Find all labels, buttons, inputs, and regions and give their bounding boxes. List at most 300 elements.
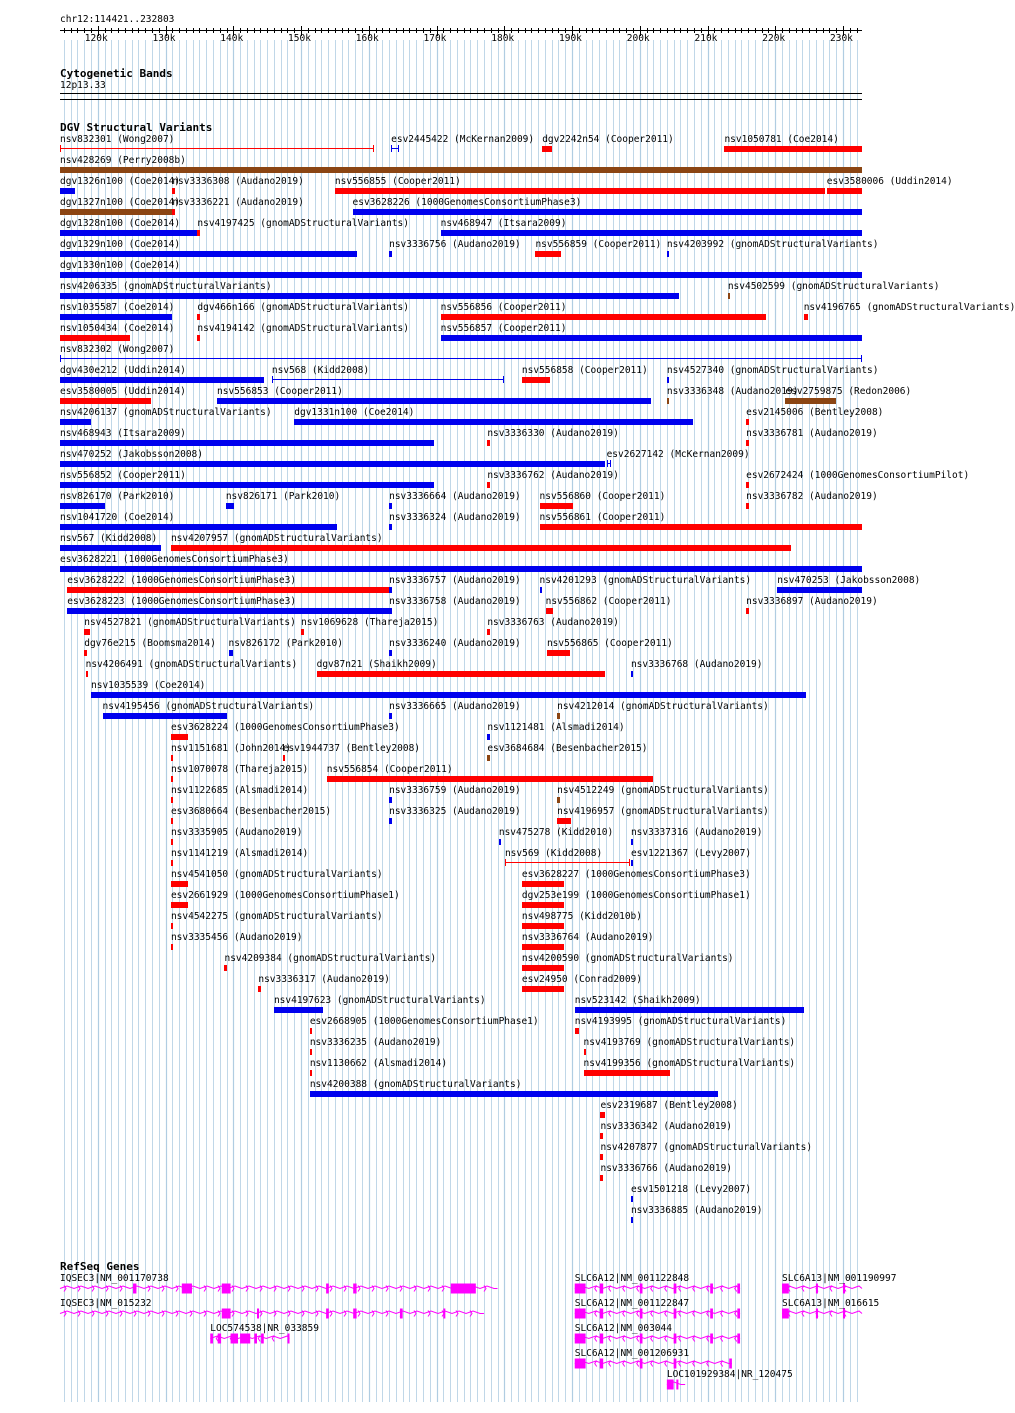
variant-label[interactable]: dgv1328n100 (Coe2014): [60, 218, 181, 229]
variant-bar[interactable]: [584, 1049, 587, 1055]
variant-label[interactable]: nsv470252 (Jakobsson2008): [60, 449, 203, 460]
variant-bar[interactable]: [103, 713, 227, 719]
variant-label[interactable]: nsv4209384 (gnomADStructuralVariants): [224, 953, 437, 964]
variant-label[interactable]: nsv556857 (Cooper2011): [440, 323, 567, 334]
variant-label[interactable]: nsv470253 (Jakobsson2008): [777, 575, 921, 586]
variant-label[interactable]: nsv4201293 (gnomADStructuralVariants): [539, 575, 752, 586]
variant-bar[interactable]: [310, 1028, 313, 1034]
variant-label[interactable]: nsv3336781 (Audano2019): [746, 428, 878, 439]
variant-bar[interactable]: [557, 713, 560, 719]
variant-label[interactable]: nsv556862 (Cooper2011): [545, 596, 672, 607]
variant-bar[interactable]: [60, 461, 605, 467]
variant-label[interactable]: nsv523142 (Shaikh2009): [574, 995, 701, 1006]
variant-label[interactable]: nsv556865 (Cooper2011): [546, 638, 673, 649]
variant-endcap: [610, 460, 611, 467]
variant-label[interactable]: nsv556856 (Cooper2011): [440, 302, 567, 313]
variant-label[interactable]: esv3628221 (1000GenomesConsortiumPhase3): [60, 554, 289, 565]
variant-bar[interactable]: [171, 839, 174, 845]
variant-label[interactable]: nsv1141219 (Alsmadi2014): [170, 848, 309, 859]
variant-label[interactable]: nsv4207957 (gnomADStructuralVariants): [170, 533, 383, 544]
variant-label[interactable]: esv2759875 (Redon2006): [785, 386, 912, 397]
variant-label[interactable]: nsv4207877 (gnomADStructuralVariants): [600, 1142, 813, 1153]
variant-bar[interactable]: [777, 587, 862, 593]
gene-label[interactable]: SLC6A12|NM_001206931: [574, 1348, 690, 1359]
variant-label[interactable]: nsv4200388 (gnomADStructuralVariants): [309, 1079, 522, 1090]
gene-exon: [600, 1309, 603, 1319]
variant-bar[interactable]: [667, 377, 670, 383]
variant-label[interactable]: nsv3336324 (Audano2019): [389, 512, 521, 523]
variant-label[interactable]: nsv1035587 (Coe2014): [60, 302, 175, 313]
variant-label[interactable]: nsv556860 (Cooper2011): [539, 491, 666, 502]
variant-label[interactable]: nsv569 (Kidd2008): [504, 848, 603, 859]
gene-exon: [737, 1309, 740, 1319]
ruler-tick-label: 180k: [491, 33, 515, 44]
variant-bar[interactable]: [171, 797, 174, 803]
variant-bar[interactable]: [487, 734, 490, 740]
variant-bar[interactable]: [804, 314, 809, 320]
variant-bar[interactable]: [724, 146, 862, 152]
variant-label[interactable]: nsv3336759 (Audano2019): [389, 785, 521, 796]
variant-bar[interactable]: [60, 251, 357, 257]
variant-bar[interactable]: [600, 1175, 603, 1181]
gene-exon: [843, 1309, 845, 1319]
variant-label[interactable]: nsv826172 (Park2010): [228, 638, 343, 649]
variant-label[interactable]: dgv1327n100 (Coe2014): [60, 197, 181, 208]
variant-bar[interactable]: [172, 188, 175, 194]
gene-exon: [575, 1284, 586, 1294]
variant-label[interactable]: nsv3336768 (Audano2019): [630, 659, 763, 670]
variant-bar[interactable]: [487, 440, 490, 446]
variant-label[interactable]: nsv567 (Kidd2008): [60, 533, 158, 544]
variant-label[interactable]: nsv4527821 (gnomADStructuralVariants): [84, 617, 296, 628]
variant-bar[interactable]: [60, 524, 337, 530]
variant-endcap: [391, 145, 392, 152]
variant-label[interactable]: dgv87n21 (Shaikh2009): [316, 659, 437, 670]
variant-bar[interactable]: [389, 251, 392, 257]
variant-bar[interactable]: [60, 566, 862, 572]
variant-bar[interactable]: [389, 503, 392, 509]
variant-bar[interactable]: [487, 482, 490, 488]
variant-label[interactable]: nsv4527340 (gnomADStructuralVariants): [666, 365, 879, 376]
variant-label[interactable]: nsv468943 (Itsara2009): [60, 428, 186, 439]
variant-label[interactable]: nsv568 (Kidd2008): [271, 365, 370, 376]
gene-exon: [600, 1284, 603, 1294]
variant-label[interactable]: nsv4212014 (gnomADStructuralVariants): [557, 701, 769, 712]
dgv-track-title: DGV Structural Variants: [60, 121, 213, 134]
variant-label[interactable]: nsv4193769 (gnomADStructuralVariants): [583, 1037, 796, 1048]
variant-bar[interactable]: [600, 1112, 605, 1118]
variant-label[interactable]: dgv2242n54 (Cooper2011): [542, 134, 674, 145]
variant-bar[interactable]: [171, 776, 174, 782]
variant-label[interactable]: nsv1122685 (Alsmadi2014): [170, 785, 309, 796]
variant-bar[interactable]: [171, 923, 174, 929]
variant-bar[interactable]: [522, 986, 564, 992]
variant-label[interactable]: nsv3336757 (Audano2019): [389, 575, 521, 586]
variant-label[interactable]: esv2672424 (1000GenomesConsortiumPilot): [746, 470, 970, 481]
variant-bar[interactable]: [389, 524, 392, 530]
variant-bar[interactable]: [522, 377, 550, 383]
variant-label[interactable]: nsv498775 (Kidd2010b): [521, 911, 642, 922]
variant-bar[interactable]: [171, 755, 174, 761]
variant-bar[interactable]: [301, 629, 304, 635]
variant-bar[interactable]: [171, 734, 188, 740]
variant-label[interactable]: nsv1035539 (Coe2014): [91, 680, 206, 691]
variant-bar[interactable]: [557, 797, 560, 803]
variant-label[interactable]: dgv253e199 (1000GenomesConsortiumPhase1): [521, 890, 751, 901]
variant-bar[interactable]: [746, 482, 749, 488]
variant-bar[interactable]: [557, 818, 571, 824]
variant-bar[interactable]: [327, 776, 654, 782]
variant-bar[interactable]: [171, 818, 174, 824]
variant-label[interactable]: nsv3336330 (Audano2019): [487, 428, 619, 439]
variant-label[interactable]: esv3580006 (Uddin2014): [826, 176, 953, 187]
variant-bar[interactable]: [389, 587, 392, 593]
gene-label[interactable]: SLC6A12|NM_001122848: [574, 1273, 690, 1284]
variant-label[interactable]: nsv4541050 (gnomADStructuralVariants): [170, 869, 383, 880]
variant-label[interactable]: nsv468947 (Itsara2009): [440, 218, 567, 229]
variant-label[interactable]: nsv832301 (Wong2007): [60, 134, 175, 145]
variant-bar[interactable]: [487, 629, 490, 635]
variant-label[interactable]: nsv826171 (Park2010): [225, 491, 341, 502]
variant-bar[interactable]: [575, 1028, 579, 1034]
variant-bar[interactable]: [522, 902, 564, 908]
variant-label[interactable]: nsv556853 (Cooper2011): [217, 386, 343, 397]
variant-bar[interactable]: [441, 335, 862, 341]
variant-label[interactable]: nsv3336240 (Audano2019): [389, 638, 521, 649]
variant-label[interactable]: nsv3335905 (Audano2019): [170, 827, 303, 838]
variant-bar[interactable]: [746, 440, 749, 446]
variant-label[interactable]: nsv556855 (Cooper2011): [334, 176, 461, 187]
variant-endcap: [861, 355, 862, 362]
variant-bar[interactable]: [60, 314, 172, 320]
variant-bar[interactable]: [171, 860, 174, 866]
variant-label[interactable]: nsv1121481 (Alsmadi2014): [487, 722, 625, 733]
variant-bar[interactable]: [746, 419, 749, 425]
variant-label[interactable]: esv1221367 (Levy2007): [630, 848, 752, 859]
variant-label[interactable]: nsv3336342 (Audano2019): [600, 1121, 733, 1132]
gene-models: [0, 1273, 890, 1413]
variant-line[interactable]: [272, 379, 504, 380]
variant-bar[interactable]: [499, 839, 502, 845]
variant-label[interactable]: esv1944737 (Bentley2008): [282, 743, 421, 754]
variant-bar[interactable]: [542, 146, 552, 152]
variant-line[interactable]: [60, 358, 862, 359]
variant-label[interactable]: esv3628224 (1000GenomesConsortiumPhase3): [170, 722, 400, 733]
variant-label[interactable]: nsv3336664 (Audano2019): [389, 491, 521, 502]
variant-bar[interactable]: [631, 839, 634, 845]
variant-bar[interactable]: [631, 1217, 634, 1223]
variant-bar[interactable]: [172, 209, 175, 215]
variant-label[interactable]: nsv4502599 (gnomADStructuralVariants): [727, 281, 940, 292]
variant-label[interactable]: nsv1069628 (Thareja2015): [301, 617, 439, 628]
variant-line[interactable]: [60, 148, 374, 149]
gene-label[interactable]: LOC574538|NR_033859: [210, 1323, 319, 1334]
variant-label[interactable]: nsv3336766 (Audano2019): [600, 1163, 733, 1174]
variant-label[interactable]: dgv430e212 (Uddin2014): [60, 365, 186, 376]
variant-bar[interactable]: [631, 1196, 634, 1202]
variant-label[interactable]: nsv3336325 (Audano2019): [389, 806, 521, 817]
variant-bar[interactable]: [785, 398, 835, 404]
variant-bar[interactable]: [441, 230, 862, 236]
variant-bar[interactable]: [310, 1070, 313, 1076]
gene-label[interactable]: LOC101929384|NR_120475: [666, 1369, 793, 1380]
variant-label[interactable]: nsv3336764 (Audano2019): [521, 932, 654, 943]
variant-bar[interactable]: [258, 986, 261, 992]
variant-bar[interactable]: [197, 335, 200, 341]
variant-label[interactable]: nsv3336221 (Audano2019): [172, 197, 304, 208]
variant-label[interactable]: nsv3336308 (Audano2019): [172, 176, 304, 187]
variant-label[interactable]: esv2627142 (McKernan2009): [606, 449, 750, 460]
variant-bar[interactable]: [535, 251, 560, 257]
variant-bar[interactable]: [171, 545, 791, 551]
variant-bar[interactable]: [335, 188, 825, 194]
variant-bar[interactable]: [631, 671, 634, 677]
variant-endcap: [629, 859, 630, 866]
variant-label[interactable]: nsv4206335 (gnomADStructuralVariants): [60, 281, 272, 292]
variant-label[interactable]: dgv1330n100 (Coe2014): [60, 260, 181, 271]
variant-label[interactable]: nsv475278 (Kidd2010): [498, 827, 614, 838]
variant-endcap: [505, 859, 506, 866]
variant-bar[interactable]: [60, 482, 434, 488]
variant-bar[interactable]: [746, 608, 749, 614]
variant-bar[interactable]: [84, 629, 89, 635]
variant-bar[interactable]: [86, 671, 89, 677]
variant-label[interactable]: nsv3336782 (Audano2019): [746, 491, 878, 502]
variant-label[interactable]: esv3684684 (Besenbacher2015): [487, 743, 648, 754]
variant-bar[interactable]: [522, 923, 564, 929]
variant-bar[interactable]: [631, 860, 634, 866]
variant-label[interactable]: nsv3337316 (Audano2019): [630, 827, 763, 838]
variant-bar[interactable]: [91, 692, 806, 698]
variant-bar[interactable]: [487, 755, 490, 761]
variant-label[interactable]: nsv3336762 (Audano2019): [487, 470, 619, 481]
variant-label[interactable]: nsv4196765 (gnomADStructuralVariants): [803, 302, 1015, 313]
variant-bar[interactable]: [389, 650, 392, 656]
variant-bar[interactable]: [60, 419, 91, 425]
gene-exon: [710, 1334, 713, 1344]
gene-exon: [133, 1284, 136, 1294]
gene-exon: [353, 1284, 356, 1294]
variant-label[interactable]: dgv1329n100 (Coe2014): [60, 239, 181, 250]
variant-bar[interactable]: [67, 587, 391, 593]
variant-bar[interactable]: [389, 797, 392, 803]
variant-label[interactable]: esv2668905 (1000GenomesConsortiumPhase1): [309, 1016, 539, 1027]
variant-label[interactable]: nsv4193995 (gnomADStructuralVariants): [574, 1016, 787, 1027]
variant-label[interactable]: nsv3336758 (Audano2019): [389, 596, 521, 607]
variant-bar[interactable]: [600, 1133, 603, 1139]
variant-bar[interactable]: [60, 440, 434, 446]
variant-bar[interactable]: [171, 881, 188, 887]
variant-bar[interactable]: [540, 524, 862, 530]
variant-label[interactable]: nsv4206491 (gnomADStructuralVariants): [85, 659, 298, 670]
variant-label[interactable]: nsv4542275 (gnomADStructuralVariants): [170, 911, 383, 922]
gene-label[interactable]: SLC6A13|NM_016615: [782, 1298, 880, 1309]
variant-bar[interactable]: [728, 293, 731, 299]
variant-label[interactable]: nsv4196957 (gnomADStructuralVariants): [557, 806, 769, 817]
variant-bar[interactable]: [60, 398, 151, 404]
variant-bar[interactable]: [60, 293, 679, 299]
gene-exon: [600, 1359, 603, 1369]
variant-label[interactable]: nsv3336763 (Audano2019): [487, 617, 619, 628]
variant-bar[interactable]: [60, 209, 172, 215]
variant-bar[interactable]: [226, 503, 234, 509]
variant-bar[interactable]: [540, 587, 543, 593]
gene-exon: [261, 1334, 264, 1344]
variant-label[interactable]: nsv1070078 (Thareja2015): [170, 764, 309, 775]
variant-label[interactable]: nsv4200590 (gnomADStructuralVariants): [521, 953, 734, 964]
variant-label[interactable]: nsv556854 (Cooper2011): [326, 764, 453, 775]
variant-bar[interactable]: [584, 1070, 671, 1076]
gene-exon: [575, 1334, 586, 1344]
gene-exon: [674, 1309, 677, 1319]
variant-bar[interactable]: [310, 1049, 313, 1055]
variant-bar[interactable]: [217, 398, 651, 404]
gene-intron: [60, 1286, 498, 1289]
variant-bar[interactable]: [667, 398, 670, 404]
variant-bar[interactable]: [60, 503, 105, 509]
variant-label[interactable]: nsv4195456 (gnomADStructuralVariants): [102, 701, 315, 712]
variant-bar[interactable]: [522, 944, 564, 950]
variant-bar[interactable]: [171, 944, 174, 950]
variant-label[interactable]: nsv3335456 (Audano2019): [170, 932, 303, 943]
variant-label[interactable]: nsv3336665 (Audano2019): [389, 701, 521, 712]
variant-label[interactable]: esv2445422 (McKernan2009): [391, 134, 535, 145]
variant-bar[interactable]: [522, 965, 564, 971]
variant-label[interactable]: nsv556861 (Cooper2011): [539, 512, 666, 523]
variant-label[interactable]: dgv76e215 (Boomsma2014): [84, 638, 216, 649]
variant-bar[interactable]: [274, 1007, 323, 1013]
variant-bar[interactable]: [389, 608, 392, 614]
gene-exon: [782, 1309, 789, 1319]
variant-bar[interactable]: [546, 608, 553, 614]
variant-bar[interactable]: [827, 188, 862, 194]
variant-label[interactable]: nsv832302 (Wong2007): [60, 344, 175, 355]
variant-bar[interactable]: [746, 503, 749, 509]
variant-label[interactable]: esv2145006 (Bentley2008): [746, 407, 884, 418]
variant-endcap: [60, 145, 61, 152]
variant-bar[interactable]: [389, 713, 392, 719]
variant-bar[interactable]: [60, 167, 862, 173]
gene-exon: [676, 1380, 678, 1390]
variant-label[interactable]: dgv466n166 (gnomADStructuralVariants): [197, 302, 409, 313]
cytoband-line: [60, 93, 862, 94]
variant-label[interactable]: esv1501218 (Levy2007): [630, 1184, 752, 1195]
variant-label[interactable]: esv3628222 (1000GenomesConsortiumPhase3): [67, 575, 297, 586]
variant-bar[interactable]: [389, 818, 392, 824]
variant-bar[interactable]: [540, 503, 574, 509]
variant-label[interactable]: nsv826170 (Park2010): [60, 491, 175, 502]
variant-bar[interactable]: [60, 377, 264, 383]
variant-bar[interactable]: [317, 671, 606, 677]
variant-label[interactable]: esv24950 (Conrad2009): [521, 974, 642, 985]
variant-label[interactable]: nsv3336348 (Audano2019): [666, 386, 799, 397]
variant-bar[interactable]: [60, 545, 161, 551]
variant-label[interactable]: nsv3336235 (Audano2019): [309, 1037, 442, 1048]
variant-label[interactable]: nsv3336756 (Audano2019): [389, 239, 521, 250]
variant-label[interactable]: dgv1331n100 (Coe2014): [294, 407, 415, 418]
gene-label[interactable]: SLC6A12|NM_003044: [574, 1323, 672, 1334]
variant-bar[interactable]: [667, 251, 670, 257]
variant-bar[interactable]: [310, 1091, 719, 1097]
variant-bar[interactable]: [353, 209, 862, 215]
variant-bar[interactable]: [229, 650, 233, 656]
track-divider: [60, 99, 862, 100]
variant-bar[interactable]: [600, 1154, 603, 1160]
gene-exon: [640, 1334, 643, 1344]
variant-bar[interactable]: [575, 1007, 805, 1013]
variant-label[interactable]: nsv4512249 (gnomADStructuralVariants): [557, 785, 769, 796]
variant-bar[interactable]: [547, 650, 570, 656]
variant-bar[interactable]: [522, 881, 564, 887]
variant-label[interactable]: nsv1151681 (John2014): [170, 743, 292, 754]
variant-bar[interactable]: [197, 230, 200, 236]
variant-bar[interactable]: [60, 272, 862, 278]
variant-bar[interactable]: [60, 230, 199, 236]
variant-label[interactable]: nsv428269 (Perry2008b): [60, 155, 186, 166]
variant-label[interactable]: esv3680664 (Besenbacher2015): [170, 806, 332, 817]
gene-exon: [667, 1380, 674, 1390]
variant-bar[interactable]: [171, 902, 188, 908]
variant-label[interactable]: nsv1050781 (Coe2014): [724, 134, 839, 145]
variant-bar[interactable]: [283, 755, 286, 761]
variant-bar[interactable]: [60, 188, 75, 194]
variant-label[interactable]: esv3628226 (1000GenomesConsortiumPhase3): [352, 197, 582, 208]
variant-bar[interactable]: [224, 965, 227, 971]
variant-label[interactable]: esv3580005 (Uddin2014): [60, 386, 186, 397]
gene-intron: [575, 1286, 740, 1289]
variant-label[interactable]: nsv3336897 (Audano2019): [746, 596, 878, 607]
variant-label[interactable]: dgv1326n100 (Coe2014): [60, 176, 181, 187]
variant-bar[interactable]: [197, 314, 200, 320]
variant-label[interactable]: nsv3336885 (Audano2019): [630, 1205, 763, 1216]
variant-label[interactable]: esv2319687 (Bentley2008): [600, 1100, 738, 1111]
gene-exon: [575, 1309, 586, 1319]
ruler-tick-label: 210k: [694, 33, 718, 44]
variant-label[interactable]: nsv556858 (Cooper2011): [521, 365, 648, 376]
variant-label[interactable]: nsv3336317 (Audano2019): [258, 974, 390, 985]
gene-label[interactable]: IQSEC3|NM_015232: [60, 1298, 152, 1309]
gene-exon: [240, 1334, 250, 1344]
variant-label[interactable]: nsv556859 (Cooper2011): [535, 239, 662, 250]
variant-label[interactable]: nsv4197623 (gnomADStructuralVariants): [273, 995, 486, 1006]
variant-label[interactable]: esv3628223 (1000GenomesConsortiumPhase3): [67, 596, 297, 607]
variant-label[interactable]: nsv1041720 (Coe2014): [60, 512, 175, 523]
gene-label[interactable]: SLC6A12|NM_001122847: [574, 1298, 690, 1309]
variant-bar[interactable]: [60, 335, 130, 341]
variant-label[interactable]: esv2661929 (1000GenomesConsortiumPhase1): [170, 890, 400, 901]
gene-exon: [443, 1309, 445, 1319]
variant-label[interactable]: nsv4203992 (gnomADStructuralVariants): [666, 239, 879, 250]
variant-bar[interactable]: [294, 419, 692, 425]
variant-bar[interactable]: [441, 314, 767, 320]
variant-bar[interactable]: [67, 608, 391, 614]
variant-line[interactable]: [505, 862, 630, 863]
variant-label[interactable]: esv3628227 (1000GenomesConsortiumPhase3): [521, 869, 751, 880]
variant-label[interactable]: nsv1050434 (Coe2014): [60, 323, 175, 334]
variant-endcap: [272, 376, 273, 383]
variant-label[interactable]: nsv4199356 (gnomADStructuralVariants): [583, 1058, 796, 1069]
gene-label[interactable]: IQSEC3|NM_001170738: [60, 1273, 169, 1284]
variant-label[interactable]: nsv556852 (Cooper2011): [60, 470, 186, 481]
gene-exon: [600, 1334, 603, 1344]
variant-bar[interactable]: [84, 650, 87, 656]
variant-label[interactable]: nsv4197425 (gnomADStructuralVariants): [197, 218, 409, 229]
gene-label[interactable]: SLC6A13|NM_001190997: [782, 1273, 897, 1284]
variant-label[interactable]: nsv4206137 (gnomADStructuralVariants): [60, 407, 272, 418]
variant-label[interactable]: nsv4194142 (gnomADStructuralVariants): [197, 323, 409, 334]
ruler-tick-label: 120k: [84, 33, 108, 44]
variant-label[interactable]: nsv1130662 (Alsmadi2014): [309, 1058, 448, 1069]
